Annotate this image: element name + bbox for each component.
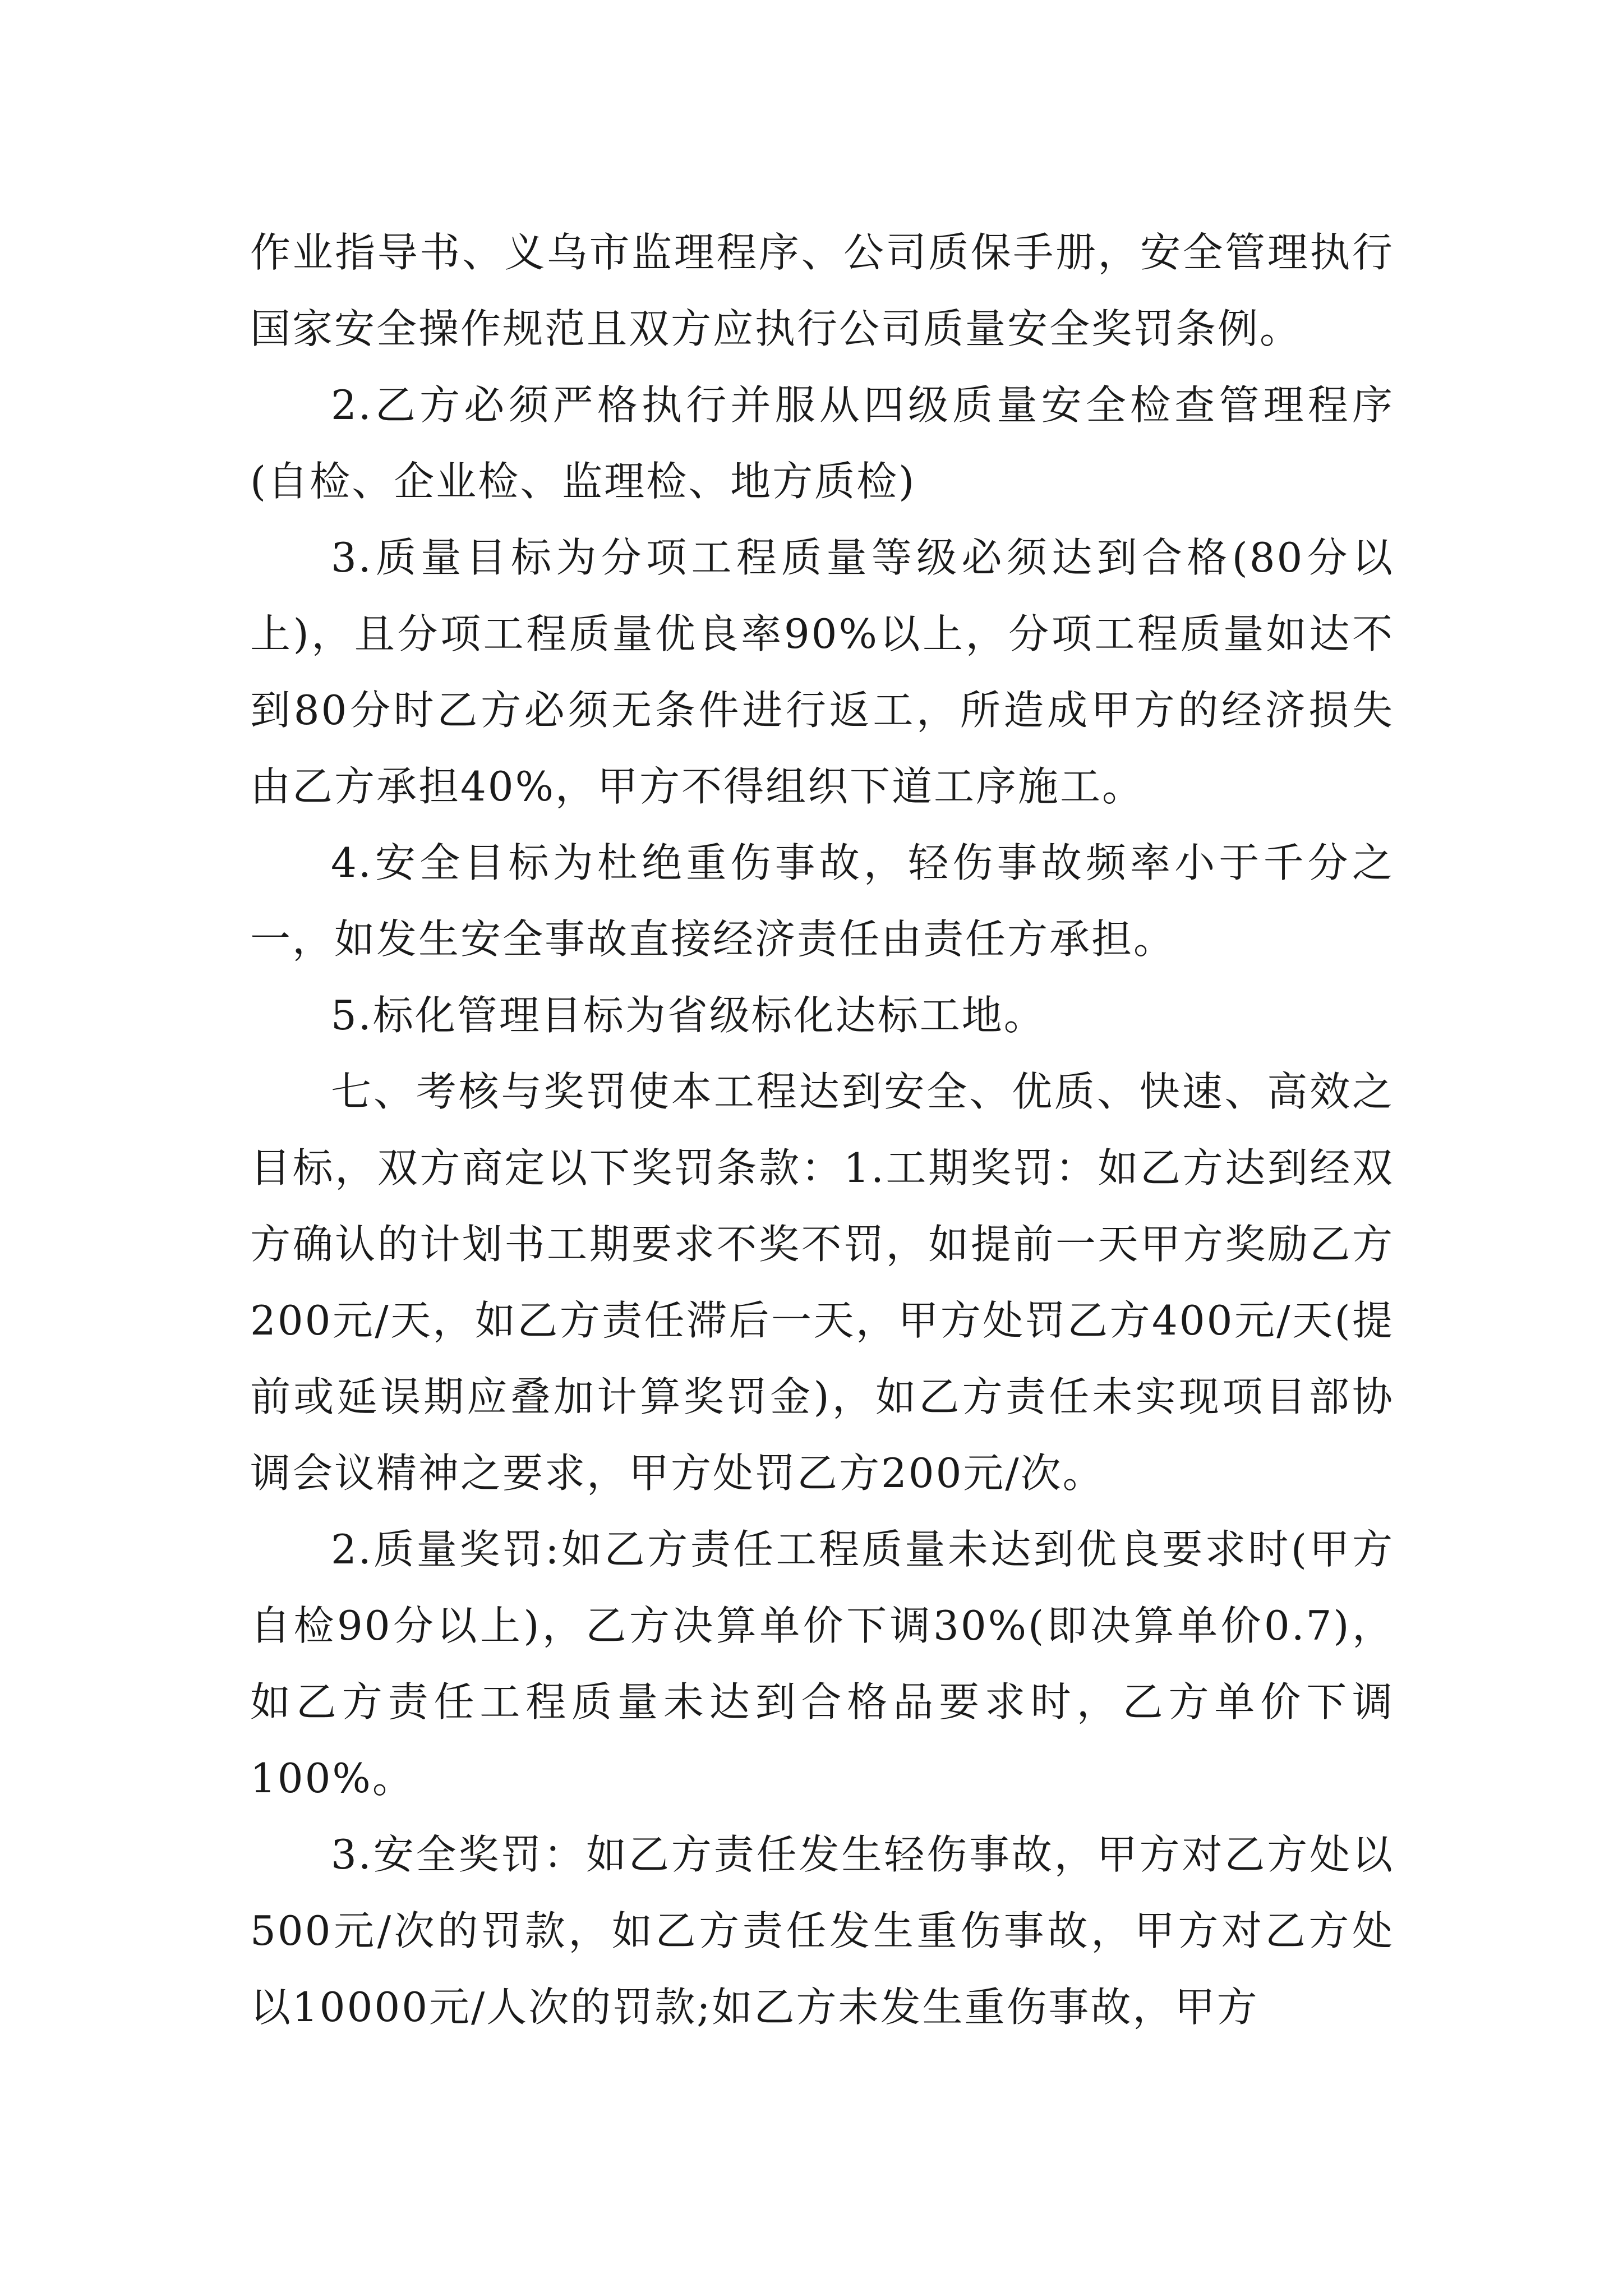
paragraph: 3.安全奖罚：如乙方责任发生轻伤事故，甲方对乙方处以500元/次的罚款，如乙方责任发生重伤事故，甲方对乙方处以10000元/人次的罚款;如乙方未发生重伤事故，甲方 [250,1831,1394,2031]
paragraph: 5.标化管理目标为省级标化达标工地。 [331,992,1046,1039]
paragraph: 2.质量奖罚:如乙方责任工程质量未达到优良要求时(甲方自检90分以上)，乙方决算单价下调30%(即决算单价0.7)，如乙方责任工程质量未达到合格品要求时，乙方单价下调100%。 [250,1526,1394,1802]
paragraph: 3.质量目标为分项工程质量等级必须达到合格(80分以上)，且分项工程质量优良率90%以上，分项工程质量如达不到80分时乙方必须无条件进行返工，所造成甲方的经济损失由乙方承担40%，甲方不得组织下道工序施工。 [250,534,1394,810]
paragraph: 七、考核与奖罚使本工程达到安全、优质、快速、高效之目标，双方商定以下奖罚条款：1.工期奖罚：如乙方达到经双方确认的计划书工期要求不奖不罚，如提前一天甲方奖励乙方200元/天，如乙方责任滞后一天，甲方处罚乙方400元/天(提前或延误期应叠加计算奖罚金)，如乙方责任未实现项目部协调会议精神之要求，甲方处罚乙方200元/次。 [250,1068,1394,1497]
paragraph: 4.安全目标为杜绝重伤事故，轻伤事故频率小于千分之一，如发生安全事故直接经济责任由责任方承担。 [250,839,1394,963]
paragraph: 2.乙方必须严格执行并服从四级质量安全检查管理程序(自检、企业检、监理检、地方质检) [250,381,1394,505]
document-body [250,214,1394,2045]
paragraph: 作业指导书、义乌市监理程序、公司质保手册，安全管理执行国家安全操作规范且双方应执行公司质量安全奖罚条例。 [250,229,1394,352]
